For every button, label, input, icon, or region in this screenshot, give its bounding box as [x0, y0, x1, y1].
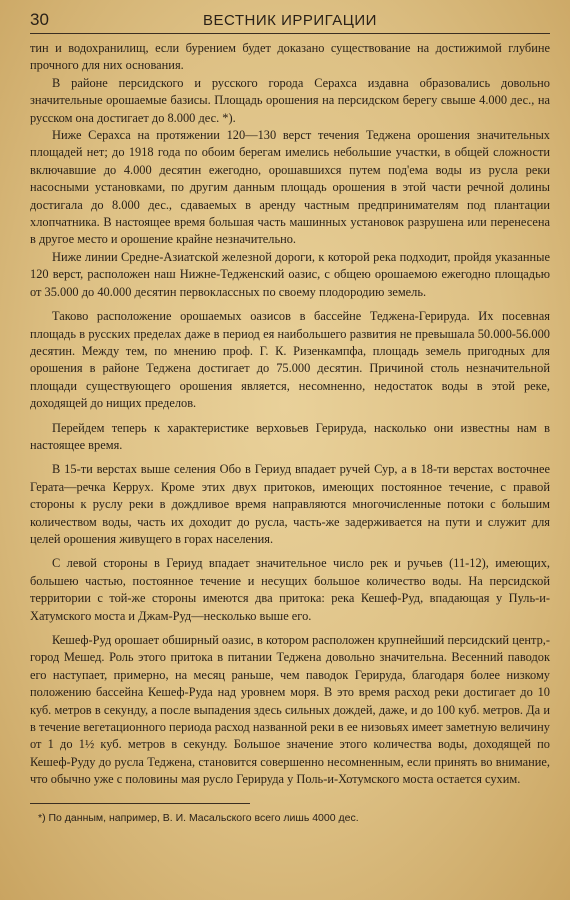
paragraph-8: С левой стороны в Гериуд впадает значительное число рек и ручьев (11-12), имеющих, большею частью, постоянное течение и несущих большое количество воды. На персидской территории с той-же стороны имеются два притока: река Кешеф-Руд, впадающая у Пуль-и-Хатумского моста и Джам-Руд—несколько выше его.	[30, 556, 550, 623]
paragraph-2: В районе персидского и русского города Серахса издавна образовались довольно значительные орошаемые базисы. Площадь орошения на персидском берегу свыше 4.000 дес., на русском она достигает до 8.000 дес. *).	[30, 75, 550, 125]
paragraph-5: Таково расположение орошаемых оазисов в бассейне Теджена-Герируда. Их посевная площадь в русских пределах даже в период ея наибольшего развития не превышала 50.000-56.000 десятин. Между тем, по мнению проф. Г. К. Ризенкампфа, площадь земель пригодных для орошения в районе Теджена достигает до 75.000 десятин. Причиной столь незначительной площади существующего орошения является, несомненно, недостаток воды в этой реке, доходящей до нищих пределов.	[30, 309, 550, 411]
paragraph-6: Перейдем теперь к характеристике верховьев Герируда, насколько они известны нам в настоящее время.	[30, 420, 550, 452]
journal-title: ВЕСТНИК ИРРИГАЦИИ	[203, 12, 377, 29]
paragraph-7: В 15-ти верстах выше селения Обо в Гериуд впадает ручей Сур, а в 18-ти верстах восточнее Герата—речка Керрух. Кроме этих двух притоков, имеющих постоянное течение, с правой стороны к руслу реки в дождливое время направляются многочисленные потоки с большим количеством воды, часть их доходит до русла, часть-же задерживается на пути и служит для целей орошения живущего в горах населения.	[30, 462, 550, 546]
page-number: 30	[30, 10, 49, 29]
paragraph-1: тин и водохранилищ, если бурением будет доказано существование на достижимой глубине прочного для них основания.	[30, 41, 550, 73]
paragraph-9: Кешеф-Руд орошает обширный оазис, в котором расположен крупнейший персидский центр,-город Мешед. Роль этого притока в питании Теджена довольно значительна. Весенний паводок его наступает, примерно, на месяц раньше, чем паводок Герируда, благодаря более низкому положению бассейна Кешеф-Руда над уровнем моря. В это время расход реки достигает до 10 куб. метров в секунду, а после выпадения здесь сильных дождей, даже, и до 100 куб. метров. Да и в течение вегетационного периода расход названной реки в ее низовьях имеет заметную величину от 1 до 1½ куб. метров в секунду. Большое значение этого количества воды, доходящей по Кешеф-Руду до русла Теджена, становится совершенно несомненным, если принять во внимание, что обычно уже с половины мая русло Герируда у Поль-и-Хотумского моста остается сухим.	[30, 633, 550, 787]
page-header	[30, 10, 550, 34]
footnote-divider	[30, 803, 250, 804]
footnote: *) По данным, например, В. И. Масальского всего лишь 4000 дес.	[38, 811, 359, 824]
paragraph-3: Ниже Серахса на протяжении 120—130 верст течения Теджена орошения значительных площадей нет; до 1918 года по обоим берегам имелись небольшие участки, в общей сложности включавшие до 4.000 десятин ежегодно, орошавшихся путем под'ема воды из русла реки насосными установками, по другим данным площадь орошения в этой части речной долины достигала до 8.000 дес., сдаваемых в аренду частным предпринимателям под плантации хлопчатника. В настоящее время большая часть машинных установок разрушена или перенесена в другое место и орошение крайне незначительно.	[30, 128, 550, 247]
article-body	[30, 40, 550, 789]
paragraph-4: Ниже линии Средне-Азиатской железной дороги, к которой река подходит, пройдя указанные 120 верст, расположен наш Нижне-Тедженский оазис, с общею орошаемою ежегодно площадью от 35.000 до 40.000 десятин первокласcных по своему плодородию земель.	[30, 249, 550, 299]
